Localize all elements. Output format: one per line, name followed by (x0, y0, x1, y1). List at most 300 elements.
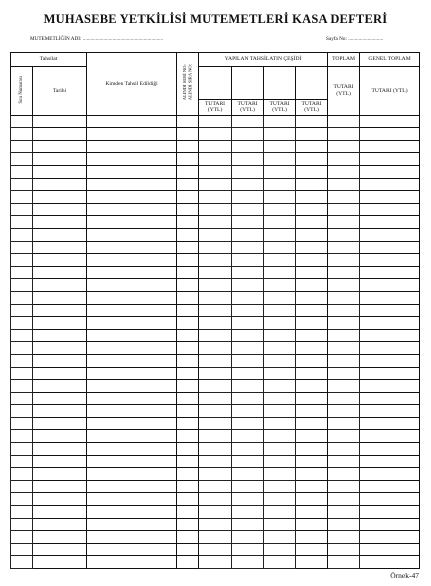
table-cell (33, 354, 87, 367)
table-cell (296, 291, 328, 304)
table-cell (11, 506, 33, 519)
table-cell (199, 405, 232, 418)
table-cell (264, 266, 296, 279)
table-cell (11, 417, 33, 430)
table-cell (199, 241, 232, 254)
table-cell (264, 279, 296, 292)
table-cell (360, 443, 420, 456)
mutemet-name-field (30, 36, 163, 42)
table-cell (177, 291, 199, 304)
table-cell (87, 392, 177, 405)
table-cell (360, 430, 420, 443)
table-cell (87, 128, 177, 141)
table-row (11, 166, 420, 179)
table-cell (360, 518, 420, 531)
table-cell (232, 291, 264, 304)
table-cell (296, 518, 328, 531)
table-cell (360, 166, 420, 179)
table-cell (11, 216, 33, 229)
table-cell (232, 228, 264, 241)
table-cell (296, 455, 328, 468)
table-cell (360, 480, 420, 493)
table-row (11, 291, 420, 304)
table-cell (177, 228, 199, 241)
table-cell (328, 430, 360, 443)
table-cell (264, 367, 296, 380)
table-cell (199, 228, 232, 241)
table-row (11, 241, 420, 254)
table-cell (296, 304, 328, 317)
table-cell (177, 329, 199, 342)
table-cell (87, 304, 177, 317)
header-yapilan-sub-1 (199, 67, 232, 100)
table-cell (87, 241, 177, 254)
table-cell (232, 493, 264, 506)
header-toplam-tutari: TUTARI (YTL) (328, 67, 360, 116)
table-cell (328, 128, 360, 141)
table-cell (264, 543, 296, 556)
table-cell (177, 191, 199, 204)
table-cell (87, 380, 177, 393)
table-cell (328, 329, 360, 342)
table-cell (11, 556, 33, 569)
table-cell (87, 354, 177, 367)
table-cell (328, 531, 360, 544)
table-cell (199, 367, 232, 380)
table-cell (87, 140, 177, 153)
table-cell (177, 166, 199, 179)
table-cell (11, 518, 33, 531)
table-cell (11, 241, 33, 254)
table-cell (328, 443, 360, 456)
table-cell (296, 367, 328, 380)
table-cell (296, 140, 328, 153)
table-cell (360, 329, 420, 342)
table-cell (232, 279, 264, 292)
table-cell (360, 291, 420, 304)
table-cell (328, 140, 360, 153)
table-cell (328, 203, 360, 216)
table-cell (296, 279, 328, 292)
table-row (11, 216, 420, 229)
table-cell (33, 166, 87, 179)
table-cell (33, 241, 87, 254)
table-cell (11, 543, 33, 556)
table-cell (87, 191, 177, 204)
table-cell (33, 304, 87, 317)
table-cell (199, 430, 232, 443)
table-cell (33, 317, 87, 330)
table-cell (360, 266, 420, 279)
table-cell (11, 493, 33, 506)
header-tutari-3: TUTARI (YTL) (264, 99, 296, 115)
table-cell (199, 178, 232, 191)
table-row (11, 279, 420, 292)
table-cell (177, 417, 199, 430)
table-cell (177, 216, 199, 229)
table-cell (11, 140, 33, 153)
table-cell (199, 480, 232, 493)
table-cell (11, 203, 33, 216)
table-cell (177, 543, 199, 556)
table-cell (33, 392, 87, 405)
table-cell (177, 342, 199, 355)
table-cell (33, 380, 87, 393)
table-cell (11, 115, 33, 128)
table-cell (360, 140, 420, 153)
table-cell (232, 166, 264, 179)
table-cell (328, 266, 360, 279)
header-genel-tutari: TUTARI (YTL) (360, 67, 420, 116)
table-cell (360, 354, 420, 367)
table-cell (87, 543, 177, 556)
table-cell (199, 543, 232, 556)
table-cell (264, 254, 296, 267)
table-cell (328, 405, 360, 418)
table-cell (33, 405, 87, 418)
table-cell (11, 291, 33, 304)
table-cell (296, 354, 328, 367)
table-cell (33, 342, 87, 355)
table-cell (264, 304, 296, 317)
table-cell (177, 354, 199, 367)
table-cell (296, 531, 328, 544)
table-cell (296, 317, 328, 330)
table-cell (33, 506, 87, 519)
table-cell (177, 443, 199, 456)
table-cell (87, 279, 177, 292)
table-cell (360, 191, 420, 204)
table-cell (296, 443, 328, 456)
table-cell (177, 392, 199, 405)
table-cell (296, 380, 328, 393)
table-row (11, 266, 420, 279)
table-cell (328, 354, 360, 367)
table-cell (177, 493, 199, 506)
table-cell (11, 191, 33, 204)
table-cell (33, 329, 87, 342)
table-cell (11, 455, 33, 468)
table-cell (199, 203, 232, 216)
table-cell (87, 203, 177, 216)
table-cell (199, 128, 232, 141)
table-cell (296, 115, 328, 128)
table-cell (296, 417, 328, 430)
table-cell (199, 304, 232, 317)
table-cell (87, 153, 177, 166)
table-cell (199, 493, 232, 506)
table-cell (177, 506, 199, 519)
table-cell (360, 367, 420, 380)
table-cell (296, 480, 328, 493)
table-cell (264, 480, 296, 493)
table-cell (87, 531, 177, 544)
table-row (11, 392, 420, 405)
table-cell (360, 417, 420, 430)
table-cell (232, 115, 264, 128)
table-cell (296, 342, 328, 355)
table-cell (328, 342, 360, 355)
table-cell (33, 115, 87, 128)
header-alindi-text: ALINDI SERİ NO: ALINDI SIRA NO: (182, 64, 193, 101)
table-cell (360, 279, 420, 292)
page-number-field (326, 36, 383, 42)
header-sira-no-text: Sıra Numarası (18, 75, 24, 104)
table-row (11, 254, 420, 267)
table-cell (360, 543, 420, 556)
table-cell (328, 468, 360, 481)
table-cell (264, 140, 296, 153)
table-cell (360, 115, 420, 128)
table-row (11, 153, 420, 166)
table-cell (264, 392, 296, 405)
table-cell (328, 178, 360, 191)
table-cell (177, 304, 199, 317)
table-cell (11, 317, 33, 330)
table-cell (11, 329, 33, 342)
table-cell (33, 367, 87, 380)
table-cell (328, 455, 360, 468)
table-cell (360, 380, 420, 393)
table-cell (296, 228, 328, 241)
table-row (11, 405, 420, 418)
table-cell (199, 392, 232, 405)
header-yapilan-sub-2 (232, 67, 264, 100)
table-row (11, 493, 420, 506)
table-cell (199, 443, 232, 456)
table-cell (360, 468, 420, 481)
table-cell (199, 417, 232, 430)
table-cell (264, 291, 296, 304)
table-cell (328, 480, 360, 493)
table-cell (232, 367, 264, 380)
table-row (11, 140, 420, 153)
table-row (11, 115, 420, 128)
table-cell (87, 228, 177, 241)
table-cell (264, 329, 296, 342)
table-cell (360, 506, 420, 519)
table-cell (264, 556, 296, 569)
table-cell (296, 166, 328, 179)
table-cell (360, 531, 420, 544)
table-cell (296, 405, 328, 418)
header-alindi (177, 53, 199, 116)
table-cell (199, 317, 232, 330)
table-row (11, 506, 420, 519)
table-cell (232, 342, 264, 355)
table-cell (199, 140, 232, 153)
table-cell (328, 317, 360, 330)
table-cell (328, 417, 360, 430)
table-cell (360, 228, 420, 241)
table-cell (328, 380, 360, 393)
table-cell (296, 254, 328, 267)
table-cell (296, 178, 328, 191)
table-cell (11, 468, 33, 481)
table-cell (264, 153, 296, 166)
table-cell (199, 354, 232, 367)
table-cell (296, 556, 328, 569)
table-cell (33, 556, 87, 569)
table-cell (328, 254, 360, 267)
table-cell (33, 518, 87, 531)
table-cell (177, 241, 199, 254)
table-cell (33, 178, 87, 191)
table-cell (232, 518, 264, 531)
table-cell (33, 430, 87, 443)
table-cell (328, 191, 360, 204)
table-cell (33, 128, 87, 141)
table-cell (177, 405, 199, 418)
table-cell (232, 128, 264, 141)
table-cell (11, 430, 33, 443)
table-cell (87, 443, 177, 456)
table-cell (232, 304, 264, 317)
table-cell (177, 531, 199, 544)
table-cell (264, 342, 296, 355)
table-cell (33, 291, 87, 304)
header-tarihi: Tarihi (33, 67, 87, 116)
table-cell (328, 216, 360, 229)
table-cell (328, 291, 360, 304)
table-cell (11, 531, 33, 544)
table-cell (328, 392, 360, 405)
header-yapilan: YAPILAN TAHSİLATIN ÇEŞİDİ (199, 53, 328, 67)
table-cell (177, 430, 199, 443)
table-row (11, 304, 420, 317)
table-cell (177, 468, 199, 481)
table-cell (199, 291, 232, 304)
table-cell (87, 291, 177, 304)
table-cell (87, 266, 177, 279)
table-cell (177, 317, 199, 330)
table-cell (232, 468, 264, 481)
table-cell (87, 342, 177, 355)
table-cell (264, 443, 296, 456)
table-cell (11, 380, 33, 393)
table-cell (199, 115, 232, 128)
table-cell (11, 166, 33, 179)
table-cell (360, 455, 420, 468)
table-cell (87, 178, 177, 191)
page-number-dots: ........................... (348, 36, 384, 42)
table-cell (232, 455, 264, 468)
table-cell (232, 405, 264, 418)
table-cell (328, 556, 360, 569)
table-cell (360, 178, 420, 191)
table-row (11, 443, 420, 456)
table-cell (87, 556, 177, 569)
mutemet-label: MUTEMETLİĞİN ADI: (30, 36, 82, 42)
table-cell (264, 380, 296, 393)
table-cell (87, 115, 177, 128)
table-cell (33, 203, 87, 216)
table-cell (360, 304, 420, 317)
table-cell (264, 455, 296, 468)
form-title: MUHASEBE YETKİLİSİ MUTEMETLERİ KASA DEFTERİ (43, 12, 388, 26)
table-cell (264, 317, 296, 330)
table-cell (360, 392, 420, 405)
table-cell (328, 543, 360, 556)
table-cell (87, 216, 177, 229)
table-cell (177, 480, 199, 493)
header-tutari-2: TUTARI (YTL) (232, 99, 264, 115)
table-cell (33, 254, 87, 267)
table-cell (232, 216, 264, 229)
table-cell (296, 543, 328, 556)
table-cell (328, 304, 360, 317)
table-cell (199, 556, 232, 569)
table-cell (264, 178, 296, 191)
table-cell (177, 556, 199, 569)
header-sira-no (11, 67, 33, 116)
table-cell (199, 518, 232, 531)
table-cell (232, 480, 264, 493)
table-cell (11, 304, 33, 317)
table-cell (177, 115, 199, 128)
table-cell (199, 153, 232, 166)
table-cell (264, 468, 296, 481)
table-cell (296, 266, 328, 279)
table-cell (296, 203, 328, 216)
table-cell (199, 380, 232, 393)
table-cell (87, 506, 177, 519)
table-cell (177, 455, 199, 468)
table-cell (11, 405, 33, 418)
table-cell (296, 392, 328, 405)
table-cell (264, 166, 296, 179)
table-cell (11, 342, 33, 355)
table-cell (232, 153, 264, 166)
table-cell (264, 228, 296, 241)
table-cell (11, 178, 33, 191)
table-cell (232, 140, 264, 153)
table-cell (177, 266, 199, 279)
table-row (11, 367, 420, 380)
table-cell (296, 506, 328, 519)
table-cell (87, 455, 177, 468)
table-cell (328, 279, 360, 292)
table-cell (264, 191, 296, 204)
table-cell (264, 128, 296, 141)
table-cell (199, 216, 232, 229)
table-cell (264, 354, 296, 367)
table-cell (360, 342, 420, 355)
table-cell (296, 493, 328, 506)
table-cell (264, 241, 296, 254)
table-cell (232, 178, 264, 191)
table-cell (177, 203, 199, 216)
table-cell (232, 543, 264, 556)
table-cell (33, 443, 87, 456)
table-cell (328, 153, 360, 166)
table-cell (87, 367, 177, 380)
table-cell (199, 455, 232, 468)
header-yapilan-sub-4 (296, 67, 328, 100)
table-cell (360, 317, 420, 330)
table-cell (296, 329, 328, 342)
table-cell (11, 254, 33, 267)
table-cell (328, 518, 360, 531)
table-cell (11, 128, 33, 141)
page-number-label: Sayfa No: (326, 36, 347, 42)
table-cell (177, 178, 199, 191)
table-cell (11, 443, 33, 456)
table-row (11, 417, 420, 430)
table-row (11, 178, 420, 191)
table-cell (87, 405, 177, 418)
table-cell (33, 228, 87, 241)
